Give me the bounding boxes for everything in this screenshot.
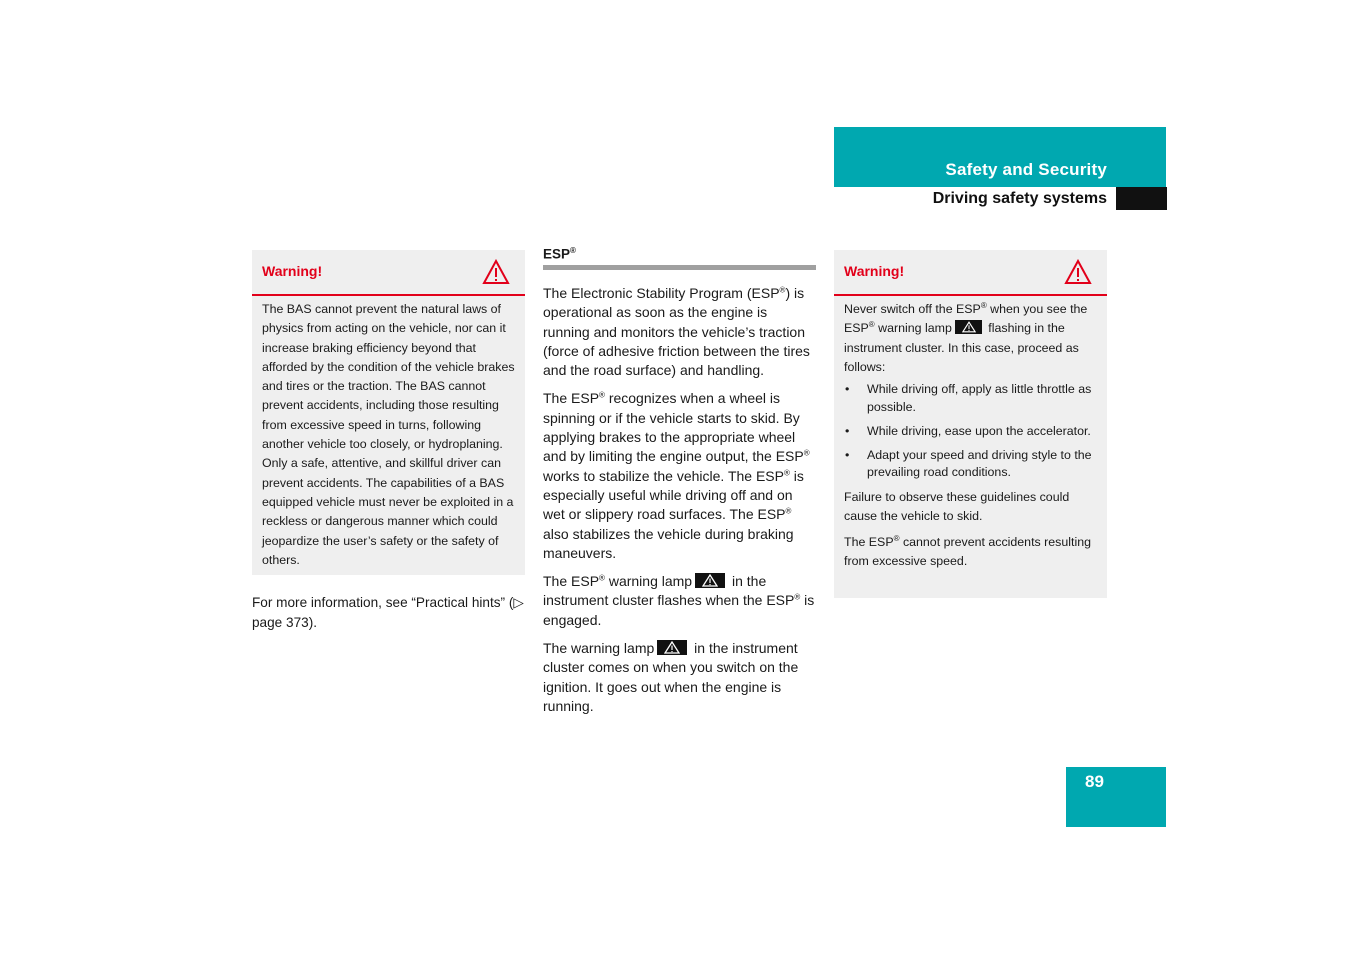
warning-header <box>252 250 525 296</box>
warning-failure-text: Failure to observe these guidelines could cause the vehicle to skid. <box>844 490 1070 524</box>
bas-warning-box <box>252 250 525 575</box>
section-header <box>834 127 1107 187</box>
page-number: 89 <box>1085 772 1104 791</box>
esp-paragraph-4: The warning lamp in the instrument cluster comes on when you switch on the ignition. It goes out when the engine is running. <box>543 640 799 714</box>
more-info-note <box>252 593 527 632</box>
esp-warning-lamp-icon <box>657 640 687 655</box>
subsection-title: Driving safety systems <box>932 190 1107 207</box>
esp-warning-box <box>834 250 1107 598</box>
esp-warning-lamp-icon <box>955 320 982 334</box>
more-info-text: For more information, see “Practical hints” (▷ page 373). <box>252 595 524 630</box>
bullet-icon: • <box>845 382 850 397</box>
esp-paragraph-2: The ESP® recognizes when a wheel is spinning or if the vehicle starts to skid. By applying brakes to the appropriate wheel and by limiting the engine output, the ESP® works to stabilize the vehicle. The ESP® is especially useful while driving off and on wet or slippery road surfaces. The ESP® also stabilizes the vehicle during braking maneuvers. <box>543 390 810 561</box>
list-item: • While driving off, apply as little throttle as possible. <box>845 382 1092 414</box>
warning-title: Warning! <box>844 263 905 279</box>
warning-intro: Never switch off the ESP® when you see the ESP® warning lamp flashing in the instrument cluster. In this case, proceed as follows: <box>844 300 1088 374</box>
page-number-block <box>1066 767 1166 827</box>
warning-bullet-list <box>844 381 1097 482</box>
warning-triangle-icon <box>1064 259 1092 285</box>
warning-last-text: The ESP® cannot prevent accidents resulting from excessive speed. <box>844 533 1091 569</box>
warning-triangle-icon <box>482 259 510 285</box>
esp-paragraph-3: The ESP® warning lamp in the instrument cluster flashes when the ESP® is engaged. <box>543 573 815 628</box>
warning-text: The BAS cannot prevent the natural laws of physics from acting on the vehicle, nor can it increase braking efficiency beyond that afforded by the condition of the vehicle brakes and tires or the traction. The BAS cannot prevent accidents, including those resulting from excessive speed in turns, following another vehicle too closely, or hydroplaning. Only a safe, attentive, and skillful driver can prevent accidents. The capabilities of a BAS equipped vehicle must never be exploited in a reckless or dangerous manner which could jeopardize the user’s safety or the safety of others. <box>262 302 515 567</box>
warning-title: Warning! <box>262 263 323 279</box>
esp-heading: ESP® <box>543 246 576 262</box>
heading-rule <box>543 265 816 270</box>
esp-warning-lamp-icon <box>695 573 725 588</box>
warning-header <box>834 250 1107 296</box>
list-item: • While driving, ease upon the accelerator. <box>844 423 1097 441</box>
esp-section <box>543 246 816 725</box>
section-title: Safety and Security <box>945 160 1107 179</box>
section-tab-marker <box>1116 187 1167 210</box>
bullet-icon: • <box>845 423 850 438</box>
bullet-icon: • <box>845 447 850 462</box>
esp-paragraph-1: The Electronic Stability Program (ESP®) is operational as soon as the engine is running and monitors the vehicle’s traction (force of adhesive friction between the tires and the road surface) and handling. <box>543 285 810 379</box>
list-item: • Adapt your speed and driving style to the prevailing road conditions. <box>845 447 1092 480</box>
